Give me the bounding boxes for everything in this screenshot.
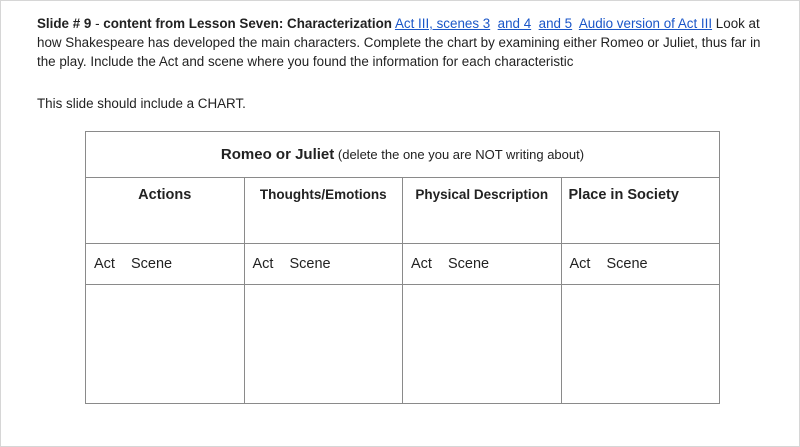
separator: - [91, 16, 104, 31]
instructions-paragraph [37, 14, 772, 71]
answer-cell-actions[interactable] [86, 285, 245, 404]
header-place-in-society[interactable] [561, 178, 720, 244]
chart-note: This slide should include a CHART. [37, 96, 246, 111]
scene-label: Scene [606, 256, 648, 272]
act-label: Act [569, 256, 591, 272]
scene-label: Scene [130, 256, 173, 272]
answer-cell-physical[interactable] [403, 285, 562, 404]
link-scene4[interactable]: and 4 [497, 16, 532, 31]
header-physical-label: Physical Description [415, 187, 549, 202]
act-scene-cell-place[interactable] [561, 244, 720, 285]
header-actions[interactable] [86, 178, 245, 244]
lesson-title: content from Lesson Seven: Characterization [103, 16, 392, 31]
answer-cell-thoughts[interactable] [244, 285, 403, 404]
act-label: Act [252, 256, 274, 272]
header-physical-description[interactable] [403, 178, 562, 244]
answer-cell-place[interactable] [561, 285, 720, 404]
scene-label: Scene [289, 256, 331, 272]
slide-label: Slide # 9 [37, 16, 92, 31]
instructions-body: Look at how Shakespeare has developed the main characters. Complete the chart by examining either Romeo or Juliet, thus far in the play. Include the Act and scene where you found the information for each characteristic [37, 16, 761, 69]
link-audio-version[interactable]: Audio version of Act III [578, 16, 713, 31]
act-scene-cell-physical[interactable] [403, 244, 562, 285]
act-label: Act [94, 256, 115, 272]
act-scene-cell-thoughts[interactable] [244, 244, 403, 285]
characterization-chart [85, 131, 720, 404]
link-scene5[interactable]: and 5 [538, 16, 573, 31]
link-act3-scene3[interactable]: Act III, scenes 3 [394, 16, 491, 31]
header-thoughts-emotions[interactable] [244, 178, 403, 244]
chart-title-bold: Romeo or Juliet [220, 146, 335, 163]
scene-label: Scene [447, 256, 490, 272]
chart-title-cell[interactable] [86, 132, 720, 178]
header-actions-label: Actions [138, 187, 192, 203]
act-label: Act [411, 256, 432, 272]
header-thoughts-label: Thoughts/Emotions [259, 187, 387, 202]
header-place-label: Place in Society [568, 187, 679, 203]
act-scene-cell-actions[interactable] [86, 244, 245, 285]
chart-title-rest: (delete the one you are NOT writing about) [334, 147, 585, 162]
